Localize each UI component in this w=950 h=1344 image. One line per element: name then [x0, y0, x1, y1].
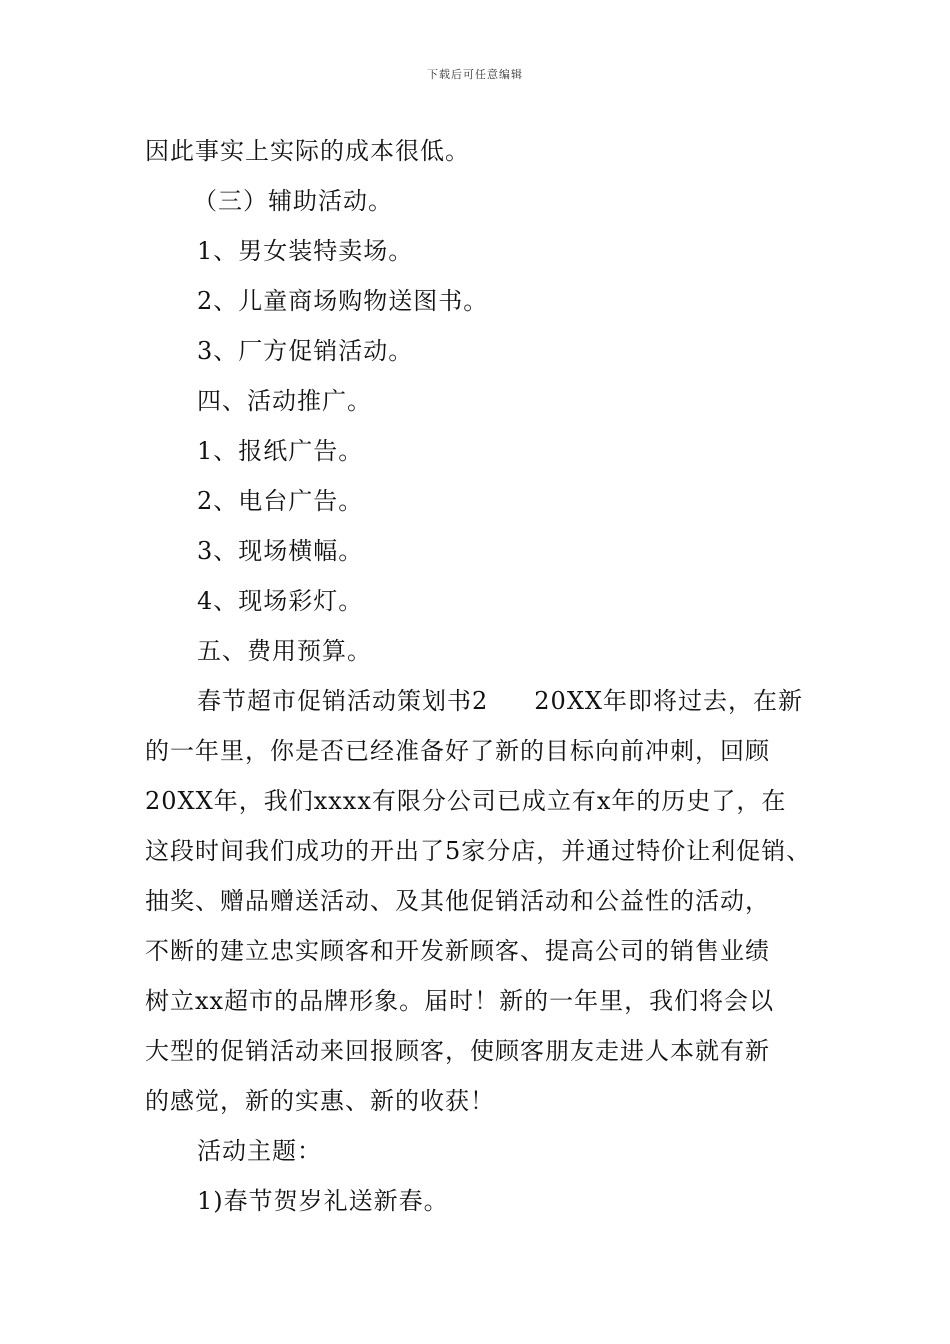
theme-label: 活动主题：: [197, 1137, 322, 1165]
list-item: 4、现场彩灯。: [197, 587, 364, 615]
document-body: [145, 126, 835, 1226]
page-header-note: 下载后可任意编辑: [427, 68, 523, 81]
paragraph-start: 20XX年即将过去，在新: [534, 687, 803, 715]
list-item: 2、电台广告。: [197, 487, 364, 515]
list-item: 1、男女装特卖场。: [197, 237, 414, 265]
list-item: 3、现场横幅。: [197, 537, 364, 565]
paragraph-line: 这段时间我们成功的开出了5家分店，并通过特价让利促销、: [145, 837, 812, 865]
list-item: 2、儿童商场购物送图书。: [197, 287, 489, 315]
paragraph-first-line: [145, 676, 835, 726]
list-item: 1、报纸广告。: [197, 437, 364, 465]
section-heading: 五、费用预算。: [197, 637, 372, 665]
list-item: 3、厂方促销活动。: [197, 337, 414, 365]
paragraph-line: 的一年里，你是否已经准备好了新的目标向前冲刺，回顾: [145, 737, 770, 765]
theme-item: 1)春节贺岁礼送新春。: [197, 1187, 449, 1215]
paragraph-line: 抽奖、赠品赠送活动、及其他促销活动和公益性的活动，: [145, 887, 770, 915]
paragraph-line: 20XX年，我们xxxx有限分公司已成立有x年的历史了，在: [145, 787, 787, 815]
section-heading: 四、活动推广。: [197, 387, 372, 415]
document-title-2: 春节超市促销活动策划书2: [197, 687, 489, 715]
paragraph-line: 树立xx超市的品牌形象。届时！新的一年里，我们将会以: [145, 987, 775, 1015]
section-heading: （三）辅助活动。: [193, 187, 393, 215]
paragraph-line: 不断的建立忠实顾客和开发新顾客、提高公司的销售业绩: [145, 937, 770, 965]
body-line: 因此事实上实际的成本很低。: [145, 137, 470, 165]
paragraph-line: 的感觉，新的实惠、新的收获！: [145, 1087, 495, 1115]
paragraph-line: 大型的促销活动来回报顾客，使顾客朋友走进人本就有新: [145, 1037, 770, 1065]
